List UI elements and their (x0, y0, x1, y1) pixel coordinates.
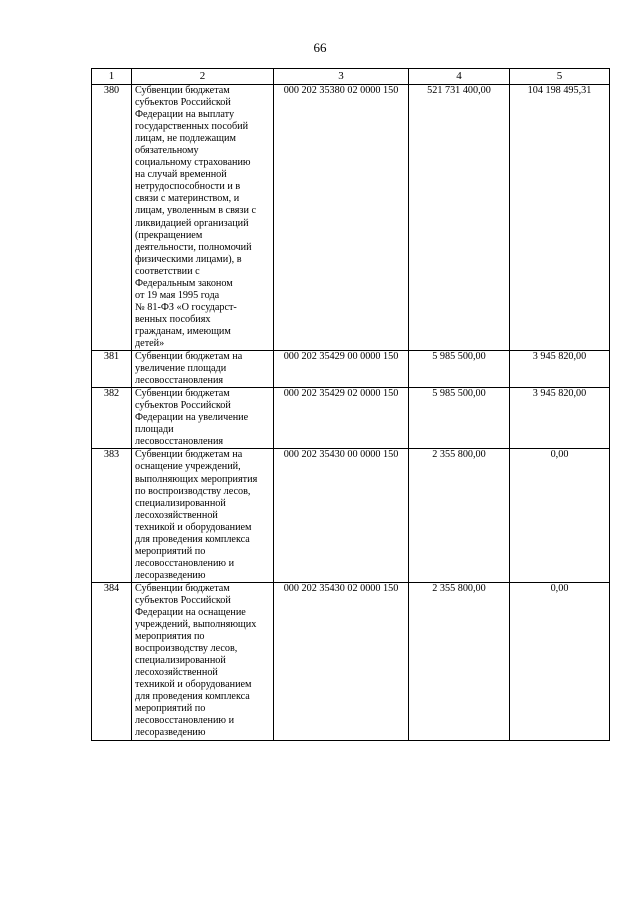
description-line: лесовосстановлению и (135, 715, 235, 727)
description-line: ликвидацией организаций (135, 217, 249, 229)
table-header-row (92, 69, 610, 85)
row-amount-col4: 521 731 400,00 (409, 85, 510, 351)
row-amount-col4: 2 355 800,00 (409, 582, 510, 740)
description-line: обязательному (135, 145, 199, 157)
row-amount-col5: 0,00 (510, 449, 610, 583)
row-description (132, 388, 274, 449)
description-line: лесохозяйственной (135, 509, 218, 521)
description-line: специализированной (135, 497, 226, 509)
description-line: Субвенции бюджетам (135, 85, 230, 96)
row-amount-col4: 2 355 800,00 (409, 449, 510, 583)
description-line: оснащение учреждений, (135, 461, 241, 473)
description-line: социальному страхованию (135, 157, 251, 169)
description-line: лесовосстановлению и (135, 557, 235, 569)
description-line: субъектов Российской (135, 594, 231, 606)
column-header-4: 4 (409, 69, 510, 85)
description-line: по воспроизводству лесов, (135, 485, 251, 497)
column-header-5: 5 (510, 69, 610, 85)
description-line: площади (135, 424, 174, 436)
description-line: специализированной (135, 655, 226, 667)
description-line: лесовосстановления (135, 375, 224, 387)
description-line: детей» (135, 337, 165, 349)
description-line: субъектов Российской (135, 400, 231, 412)
description-line: нетрудоспособности и в (135, 181, 241, 193)
row-budget-code: 000 202 35429 02 0000 150 (274, 388, 409, 449)
description-line: гражданам, имеющим (135, 325, 231, 337)
description-line: лицам, уволенным в связи с (135, 205, 256, 217)
description-line: увеличение площади (135, 363, 227, 375)
description-line: для проведения комплекса (135, 533, 250, 545)
description-line: мероприятия по (135, 631, 205, 643)
row-description (132, 582, 274, 740)
description-line: лесохозяйственной (135, 667, 218, 679)
description-line: Субвенции бюджетам (135, 582, 230, 594)
description-line: на случай временной (135, 169, 227, 181)
description-line: мероприятий по (135, 703, 206, 715)
description-line: Федерации на выплату (135, 109, 235, 121)
column-header-2: 2 (132, 69, 274, 85)
description-line: связи с материнством, и (135, 193, 240, 205)
row-amount-col4: 5 985 500,00 (409, 351, 510, 388)
description-line: (прекращением (135, 229, 203, 241)
column-header-3: 3 (274, 69, 409, 85)
page-number: 66 (313, 40, 327, 55)
table-row (92, 351, 610, 388)
description-line: выполняющих мероприятия (135, 473, 258, 485)
row-description (132, 351, 274, 388)
description-line: Субвенции бюджетам на (135, 351, 243, 363)
description-line: лесовосстановления (135, 436, 224, 448)
table-row (92, 388, 610, 449)
description-line: деятельности, полномочий (135, 241, 252, 253)
row-number: 384 (92, 582, 132, 740)
table-row (92, 85, 610, 351)
description-line: техникой и оборудованием (135, 679, 252, 691)
row-budget-code: 000 202 35430 02 0000 150 (274, 582, 409, 740)
description-line: Федеральным законом (135, 277, 233, 289)
description-line: государственных пособий (135, 121, 249, 133)
description-line: физическими лицами), в (135, 253, 242, 265)
description-line: Субвенции бюджетам на (135, 449, 243, 461)
row-budget-code: 000 202 35429 00 0000 150 (274, 351, 409, 388)
row-amount-col4: 5 985 500,00 (409, 388, 510, 449)
description-line: Федерации на оснащение (135, 607, 246, 619)
row-number: 381 (92, 351, 132, 388)
table-row (92, 449, 610, 583)
row-amount-col5: 3 945 820,00 (510, 351, 610, 388)
description-line: субъектов Российской (135, 97, 231, 109)
description-line: мероприятий по (135, 545, 206, 557)
description-line: Субвенции бюджетам (135, 388, 230, 400)
row-number: 383 (92, 449, 132, 583)
description-line: соответствии с (135, 265, 200, 277)
description-line: лесоразведению (135, 727, 206, 739)
description-line: лицам, не подлежащим (135, 133, 236, 145)
row-description (132, 449, 274, 583)
description-line: лесоразведению (135, 569, 206, 581)
row-amount-col5: 0,00 (510, 582, 610, 740)
table-body (92, 85, 610, 741)
row-amount-col5: 104 198 495,31 (510, 85, 610, 351)
row-number: 382 (92, 388, 132, 449)
description-line: воспроизводству лесов, (135, 643, 238, 655)
row-budget-code: 000 202 35380 02 0000 150 (274, 85, 409, 351)
description-line: техникой и оборудованием (135, 521, 252, 533)
table-row (92, 582, 610, 740)
description-line: № 81-ФЗ «О государст- (135, 301, 237, 313)
description-line: Федерации на увеличение (135, 412, 249, 424)
description-line: учреждений, выполняющих (135, 619, 257, 631)
row-number: 380 (92, 85, 132, 351)
row-amount-col5: 3 945 820,00 (510, 388, 610, 449)
budget-table (91, 68, 610, 741)
column-header-1: 1 (92, 69, 132, 85)
row-budget-code: 000 202 35430 00 0000 150 (274, 449, 409, 583)
description-line: венных пособиях (135, 313, 211, 325)
description-line: для проведения комплекса (135, 691, 250, 703)
row-description (132, 85, 274, 351)
description-line: от 19 мая 1995 года (135, 289, 220, 301)
